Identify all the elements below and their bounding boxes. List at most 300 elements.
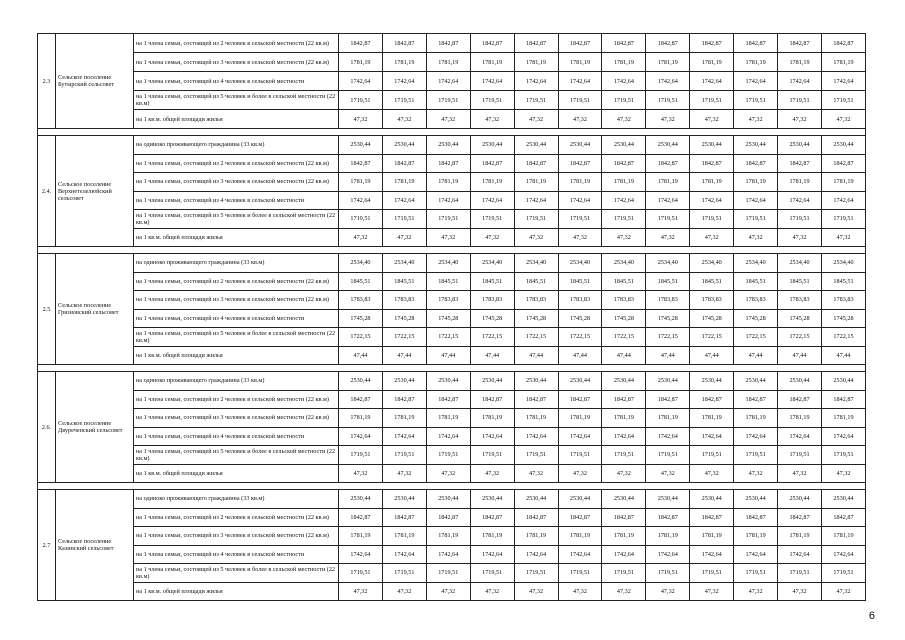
value-cell: 1781,19 [646,173,690,192]
value-cell: 1781,19 [339,173,383,192]
value-cell: 1842,87 [514,154,558,173]
value-cell: 2530,44 [602,372,646,391]
value-cell: 2530,44 [821,136,865,155]
table-row [38,136,866,155]
value-cell: 1719,51 [734,446,778,465]
group-number: 2.5 [38,254,56,365]
value-cell: 1719,51 [558,91,602,110]
value-cell: 47,32 [646,582,690,601]
value-cell: 1783,83 [821,291,865,310]
page-number: 6 [868,610,875,622]
value-cell: 1719,51 [821,210,865,229]
table-row [38,291,866,310]
group-separator [38,129,866,136]
value-cell: 1719,51 [382,210,426,229]
value-cell: 1781,19 [339,409,383,428]
value-cell: 1781,19 [558,53,602,72]
norm-description: на 1 члена семьи, состоящей из 4 человек в сельской местности [134,545,339,564]
value-cell: 1842,87 [602,508,646,527]
value-cell: 1842,87 [734,390,778,409]
norm-description: на 1 члена семьи, состоящей из 3 человек в сельской местности (22 кв.м) [134,409,339,428]
value-cell: 1845,51 [339,272,383,291]
table-row [38,34,866,53]
value-cell: 1742,64 [426,427,470,446]
value-cell: 2534,40 [470,254,514,273]
value-cell: 47,32 [821,110,865,129]
value-cell: 1742,64 [339,191,383,210]
settlement-name: Сельское поселение Грязновский сельсовет [56,254,134,365]
value-cell: 1742,64 [734,72,778,91]
tariff-table [37,33,866,601]
value-cell: 1781,19 [778,53,822,72]
norm-description: на 1 члена семьи, состоящей из 5 человек и более в сельской местности (22 кв.м) [134,210,339,229]
value-cell: 1719,51 [470,91,514,110]
value-cell: 1842,87 [558,34,602,53]
value-cell: 1781,19 [821,173,865,192]
settlement-name: Сельское поселение Бутырский сельсовет [56,34,134,129]
norm-description: на 1 кв.м. общей площади жилья [134,346,339,365]
value-cell: 1842,87 [426,508,470,527]
value-cell: 47,44 [558,346,602,365]
value-cell: 1742,64 [602,427,646,446]
norm-description: на 1 кв.м. общей площади жилья [134,228,339,247]
value-cell: 1781,19 [426,53,470,72]
value-cell: 1722,15 [646,328,690,347]
value-cell: 47,32 [734,464,778,483]
value-cell: 1842,87 [602,390,646,409]
value-cell: 1722,15 [778,328,822,347]
value-cell: 1719,51 [514,564,558,583]
value-cell: 1842,87 [646,508,690,527]
value-cell: 1742,64 [558,427,602,446]
value-cell: 1781,19 [646,53,690,72]
value-cell: 1842,87 [339,390,383,409]
value-cell: 1722,15 [821,328,865,347]
value-cell: 1842,87 [382,154,426,173]
value-cell: 1783,83 [382,291,426,310]
value-cell: 2530,44 [734,136,778,155]
value-cell: 1722,15 [339,328,383,347]
value-cell: 47,32 [470,228,514,247]
value-cell: 1719,51 [602,446,646,465]
value-cell: 1745,28 [339,309,383,328]
value-cell: 1719,51 [646,91,690,110]
value-cell: 1742,64 [514,72,558,91]
table-row [38,464,866,483]
value-cell: 1745,28 [426,309,470,328]
value-cell: 2530,44 [778,372,822,391]
value-cell: 1845,51 [602,272,646,291]
value-cell: 1842,87 [821,34,865,53]
value-cell: 2530,44 [339,136,383,155]
value-cell: 1781,19 [558,173,602,192]
value-cell: 2530,44 [690,490,734,509]
value-cell: 47,44 [690,346,734,365]
value-cell: 47,32 [426,110,470,129]
value-cell: 47,32 [690,228,734,247]
value-cell: 1781,19 [514,53,558,72]
value-cell: 2530,44 [470,490,514,509]
value-cell: 1845,51 [470,272,514,291]
value-cell: 47,32 [382,228,426,247]
value-cell: 1742,64 [426,191,470,210]
value-cell: 1742,64 [470,545,514,564]
table-row [38,346,866,365]
table-row [38,390,866,409]
norm-description: на 1 члена семьи, состоящей из 4 человек в сельской местности [134,427,339,446]
value-cell: 2530,44 [690,372,734,391]
value-cell: 2530,44 [382,372,426,391]
value-cell: 1842,87 [778,390,822,409]
value-cell: 1781,19 [514,527,558,546]
value-cell: 1742,64 [778,545,822,564]
value-cell: 2534,40 [734,254,778,273]
value-cell: 47,32 [821,464,865,483]
value-cell: 1745,28 [470,309,514,328]
value-cell: 47,44 [426,346,470,365]
value-cell: 1742,64 [778,191,822,210]
value-cell: 1719,51 [690,446,734,465]
value-cell: 2530,44 [514,490,558,509]
value-cell: 47,32 [558,464,602,483]
group-separator [38,483,866,490]
value-cell: 2530,44 [646,490,690,509]
value-cell: 47,32 [514,464,558,483]
group-number: 2.6. [38,372,56,483]
value-cell: 1842,87 [690,390,734,409]
value-cell: 1719,51 [690,91,734,110]
table-row [38,91,866,110]
value-cell: 1783,83 [690,291,734,310]
value-cell: 47,32 [339,228,383,247]
value-cell: 2534,40 [602,254,646,273]
table-row [38,72,866,91]
value-cell: 1842,87 [426,34,470,53]
value-cell: 2534,40 [382,254,426,273]
value-cell: 1745,28 [778,309,822,328]
value-cell: 1842,87 [821,508,865,527]
value-cell: 47,32 [734,582,778,601]
value-cell: 2530,44 [821,372,865,391]
value-cell: 47,32 [778,464,822,483]
value-cell: 1781,19 [470,527,514,546]
value-cell: 1781,19 [690,53,734,72]
value-cell: 47,32 [426,464,470,483]
value-cell: 2530,44 [514,136,558,155]
value-cell: 1842,87 [602,34,646,53]
norm-description: на 1 члена семьи, состоящей из 2 человек в сельской местности (22 кв.м) [134,154,339,173]
value-cell: 2534,40 [778,254,822,273]
value-cell: 1842,87 [821,154,865,173]
value-cell: 1719,51 [690,564,734,583]
norm-description: на 1 члена семьи, состоящей из 4 человек в сельской местности [134,191,339,210]
value-cell: 1742,64 [514,191,558,210]
value-cell: 1781,19 [821,409,865,428]
table-row [38,564,866,583]
value-cell: 2530,44 [778,490,822,509]
norm-description: на 1 члена семьи, состоящей из 2 человек в сельской местности (22 кв.м) [134,390,339,409]
value-cell: 1742,64 [470,191,514,210]
value-cell: 2530,44 [821,490,865,509]
norm-description: на одиноко проживающего гражданина (33 кв.м) [134,254,339,273]
value-cell: 1842,87 [382,508,426,527]
settlement-name: Сельское поселение Казинский сельсовет [56,490,134,601]
norm-description: на 1 члена семьи, состоящей из 3 человек в сельской местности (22 кв.м) [134,173,339,192]
norm-description: на 1 члена семьи, состоящей из 5 человек и более в сельской местности (22 кв.м) [134,564,339,583]
value-cell: 47,44 [778,346,822,365]
value-cell: 1842,87 [690,154,734,173]
value-cell: 1742,64 [690,427,734,446]
value-cell: 1742,64 [734,191,778,210]
value-cell: 1719,51 [514,91,558,110]
value-cell: 1745,28 [690,309,734,328]
value-cell: 47,44 [646,346,690,365]
value-cell: 1842,87 [470,390,514,409]
value-cell: 1719,51 [778,446,822,465]
value-cell: 1745,28 [382,309,426,328]
value-cell: 1745,28 [646,309,690,328]
value-cell: 1719,51 [821,446,865,465]
value-cell: 1842,87 [734,154,778,173]
value-cell: 47,32 [690,110,734,129]
value-cell: 47,32 [602,464,646,483]
value-cell: 1742,64 [382,191,426,210]
value-cell: 1842,87 [778,154,822,173]
value-cell: 1742,64 [690,191,734,210]
value-cell: 47,32 [646,110,690,129]
value-cell: 1742,64 [821,72,865,91]
table-row [38,191,866,210]
value-cell: 1719,51 [602,564,646,583]
value-cell: 2530,44 [734,490,778,509]
table-row [38,582,866,601]
value-cell: 1719,51 [646,564,690,583]
value-cell: 1742,64 [646,427,690,446]
value-cell: 1722,15 [734,328,778,347]
value-cell: 1783,83 [734,291,778,310]
value-cell: 1842,87 [778,34,822,53]
value-cell: 1719,51 [821,564,865,583]
value-cell: 47,32 [690,582,734,601]
value-cell: 1742,64 [821,191,865,210]
norm-description: на одиноко проживающего гражданина (33 кв.м) [134,372,339,391]
table-row [38,309,866,328]
value-cell: 1781,19 [778,527,822,546]
value-cell: 1745,28 [602,309,646,328]
value-cell: 1742,64 [690,72,734,91]
value-cell: 2530,44 [690,136,734,155]
value-cell: 1781,19 [734,527,778,546]
table-row [38,53,866,72]
value-cell: 1719,51 [426,91,470,110]
value-cell: 47,32 [778,582,822,601]
value-cell: 1719,51 [382,91,426,110]
group-number: 2.4. [38,136,56,247]
value-cell: 1719,51 [734,91,778,110]
value-cell: 1719,51 [339,210,383,229]
value-cell: 2534,40 [558,254,602,273]
value-cell: 1742,64 [602,191,646,210]
value-cell: 1842,87 [558,508,602,527]
value-cell: 47,32 [690,464,734,483]
value-cell: 2530,44 [382,136,426,155]
value-cell: 47,44 [382,346,426,365]
value-cell: 47,44 [470,346,514,365]
value-cell: 1781,19 [602,53,646,72]
value-cell: 2530,44 [734,372,778,391]
value-cell: 1781,19 [646,409,690,428]
value-cell: 2530,44 [426,372,470,391]
value-cell: 1781,19 [382,527,426,546]
value-cell: 1781,19 [602,527,646,546]
value-cell: 1781,19 [382,53,426,72]
value-cell: 2534,40 [339,254,383,273]
value-cell: 1742,64 [514,427,558,446]
value-cell: 1842,87 [470,34,514,53]
value-cell: 1781,19 [734,409,778,428]
table-row [38,508,866,527]
value-cell: 2534,40 [646,254,690,273]
value-cell: 2534,40 [821,254,865,273]
value-cell: 2530,44 [426,136,470,155]
value-cell: 2534,40 [514,254,558,273]
value-cell: 1742,64 [514,545,558,564]
norm-description: на 1 члена семьи, состоящей из 3 человек в сельской местности (22 кв.м) [134,291,339,310]
value-cell: 47,32 [426,228,470,247]
value-cell: 2530,44 [339,372,383,391]
norm-description: на 1 члена семьи, состоящей из 5 человек и более в сельской местности (22 кв.м) [134,446,339,465]
value-cell: 1781,19 [382,173,426,192]
value-cell: 2530,44 [558,490,602,509]
value-cell: 1842,87 [514,34,558,53]
value-cell: 1742,64 [646,191,690,210]
table-row [38,409,866,428]
group-separator [38,365,866,372]
value-cell: 1742,64 [821,427,865,446]
value-cell: 1722,15 [514,328,558,347]
table-row [38,545,866,564]
value-cell: 1742,64 [690,545,734,564]
value-cell: 1719,51 [558,564,602,583]
norm-description: на 1 члена семьи, состоящей из 2 человек в сельской местности (22 кв.м) [134,508,339,527]
value-cell: 1781,19 [602,173,646,192]
group-number: 2.3 [38,34,56,129]
value-cell: 1845,51 [514,272,558,291]
value-cell: 1845,51 [646,272,690,291]
value-cell: 1742,64 [470,72,514,91]
value-cell: 1742,64 [558,545,602,564]
value-cell: 1783,83 [558,291,602,310]
value-cell: 47,44 [514,346,558,365]
value-cell: 1781,19 [690,173,734,192]
value-cell: 1742,64 [778,427,822,446]
table-row [38,328,866,347]
value-cell: 1742,64 [558,72,602,91]
value-cell: 1781,19 [778,173,822,192]
norm-description: на 1 члена семьи, состоящей из 4 человек в сельской местности [134,72,339,91]
value-cell: 47,32 [382,582,426,601]
tariff-table-body [38,34,866,601]
value-cell: 1742,64 [339,545,383,564]
value-cell: 1842,87 [426,154,470,173]
norm-description: на 1 члена семьи, состоящей из 2 человек в сельской местности (22 кв.м) [134,34,339,53]
value-cell: 1719,51 [778,91,822,110]
value-cell: 1781,19 [690,409,734,428]
value-cell: 2530,44 [602,136,646,155]
value-cell: 1781,19 [470,173,514,192]
value-cell: 2530,44 [602,490,646,509]
value-cell: 47,32 [339,464,383,483]
value-cell: 1783,83 [646,291,690,310]
norm-description: на 1 члена семьи, состоящей из 3 человек в сельской местности (22 кв.м) [134,527,339,546]
value-cell: 1719,51 [339,91,383,110]
value-cell: 2530,44 [382,490,426,509]
value-cell: 1742,64 [646,545,690,564]
value-cell: 1742,64 [426,545,470,564]
value-cell: 1781,19 [470,53,514,72]
value-cell: 47,32 [382,110,426,129]
value-cell: 1719,51 [778,564,822,583]
value-cell: 1719,51 [602,91,646,110]
value-cell: 1719,51 [339,446,383,465]
value-cell: 1842,87 [734,34,778,53]
value-cell: 47,32 [339,582,383,601]
value-cell: 1842,87 [690,508,734,527]
value-cell: 1742,64 [426,72,470,91]
value-cell: 1781,19 [558,527,602,546]
value-cell: 47,32 [426,582,470,601]
value-cell: 1842,87 [339,154,383,173]
value-cell: 1842,87 [646,154,690,173]
value-cell: 2530,44 [778,136,822,155]
value-cell: 1719,51 [514,210,558,229]
value-cell: 1742,64 [339,72,383,91]
value-cell: 1781,19 [514,409,558,428]
value-cell: 47,32 [558,228,602,247]
value-cell: 1742,64 [778,72,822,91]
value-cell: 47,32 [821,228,865,247]
value-cell: 1842,87 [690,34,734,53]
value-cell: 1722,15 [602,328,646,347]
value-cell: 1842,87 [382,34,426,53]
table-row [38,527,866,546]
norm-description: на одиноко проживающего гражданина (33 кв.м) [134,136,339,155]
norm-description: на одиноко проживающего гражданина (33 кв.м) [134,490,339,509]
value-cell: 47,32 [646,228,690,247]
value-cell: 1781,19 [426,173,470,192]
norm-description: на 1 члена семьи, состоящей из 3 человек в сельской местности (22 кв.м) [134,53,339,72]
value-cell: 2534,40 [690,254,734,273]
value-cell: 47,32 [514,110,558,129]
table-row [38,446,866,465]
value-cell: 47,32 [734,228,778,247]
value-cell: 1722,15 [470,328,514,347]
value-cell: 1781,19 [339,527,383,546]
value-cell: 1719,51 [382,446,426,465]
value-cell: 1781,19 [646,527,690,546]
value-cell: 1719,51 [734,210,778,229]
value-cell: 1722,15 [426,328,470,347]
value-cell: 2530,44 [426,490,470,509]
table-row [38,110,866,129]
value-cell: 1842,87 [470,508,514,527]
value-cell: 1719,51 [646,210,690,229]
value-cell: 1781,19 [690,527,734,546]
value-cell: 1742,64 [602,545,646,564]
value-cell: 1842,87 [734,508,778,527]
value-cell: 2530,44 [558,136,602,155]
norm-description: на 1 члена семьи, состоящей из 5 человек и более в сельской местности (22 кв.м) [134,91,339,110]
